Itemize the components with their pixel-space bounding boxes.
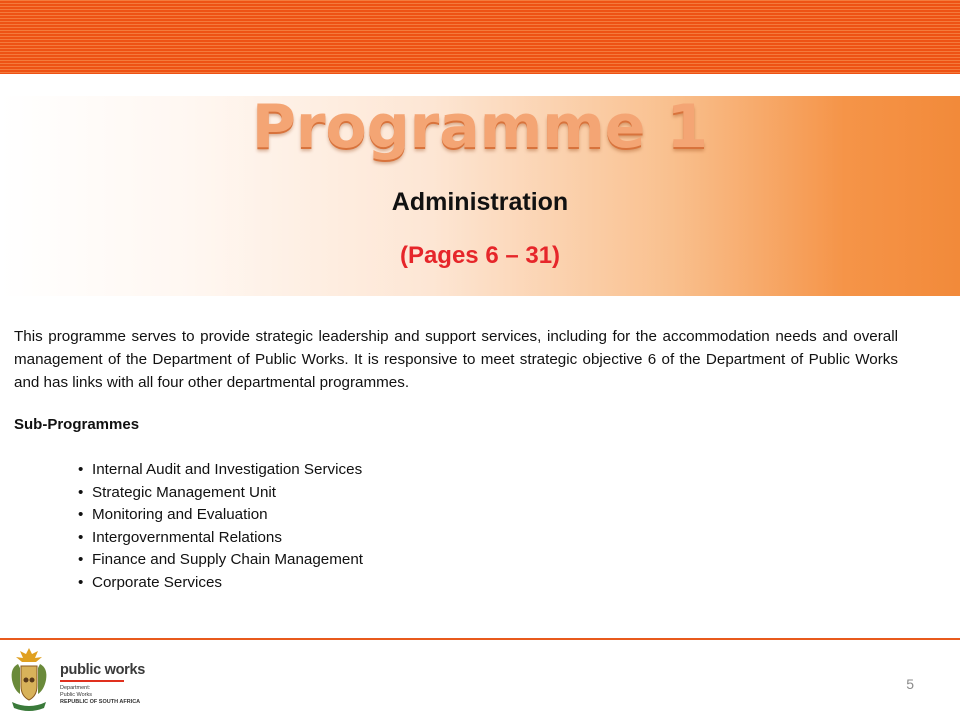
list-item [78, 482, 363, 505]
sub-programmes-list [78, 459, 363, 594]
coat-of-arms-icon [6, 646, 52, 716]
bullet-icon: • [78, 483, 84, 501]
public-works-logo [60, 662, 150, 706]
logo-country: REPUBLIC OF SOUTH AFRICA [60, 699, 141, 705]
logo-department: Department: [60, 685, 91, 691]
bullet-icon: • [78, 506, 84, 523]
list-item-label: Strategic Management Unit [92, 483, 277, 501]
slide-title: Programme 1 [251, 92, 709, 162]
bullet-icon: • [78, 528, 84, 546]
logo-department-name: Public Works [60, 692, 92, 698]
top-stripe-band [0, 0, 960, 74]
page-number: 5 [906, 676, 914, 692]
list-item-label: Corporate Services [92, 573, 222, 591]
list-item [78, 504, 363, 527]
list-item [78, 527, 363, 550]
footer-divider [0, 638, 960, 640]
list-item [78, 549, 363, 572]
programme-description: This programme serves to provide strategic leadership and support services, including for the accommodation needs and overall management of the Department of Public Works. It is responsive to meet strategic objective 6 of the Department of Public Works and has links with all four other departmental programmes. [14, 328, 898, 391]
page-range: (Pages 6 – 31) [399, 242, 561, 269]
bullet-icon: • [78, 573, 84, 591]
list-item-label: Finance and Supply Chain Management [92, 551, 364, 568]
logo-name: public works [60, 662, 146, 678]
slide-subtitle: Administration [391, 188, 569, 216]
list-item-label: Internal Audit and Investigation Services [92, 461, 363, 478]
list-item [78, 459, 363, 482]
list-item [78, 572, 363, 595]
list-item-label: Monitoring and Evaluation [92, 506, 268, 523]
list-item-label: Intergovernmental Relations [92, 528, 282, 546]
bullet-icon: • [78, 551, 84, 568]
sub-programmes-heading: Sub-Programmes [14, 416, 140, 433]
logo-rule [60, 680, 124, 682]
bullet-icon: • [78, 461, 84, 478]
